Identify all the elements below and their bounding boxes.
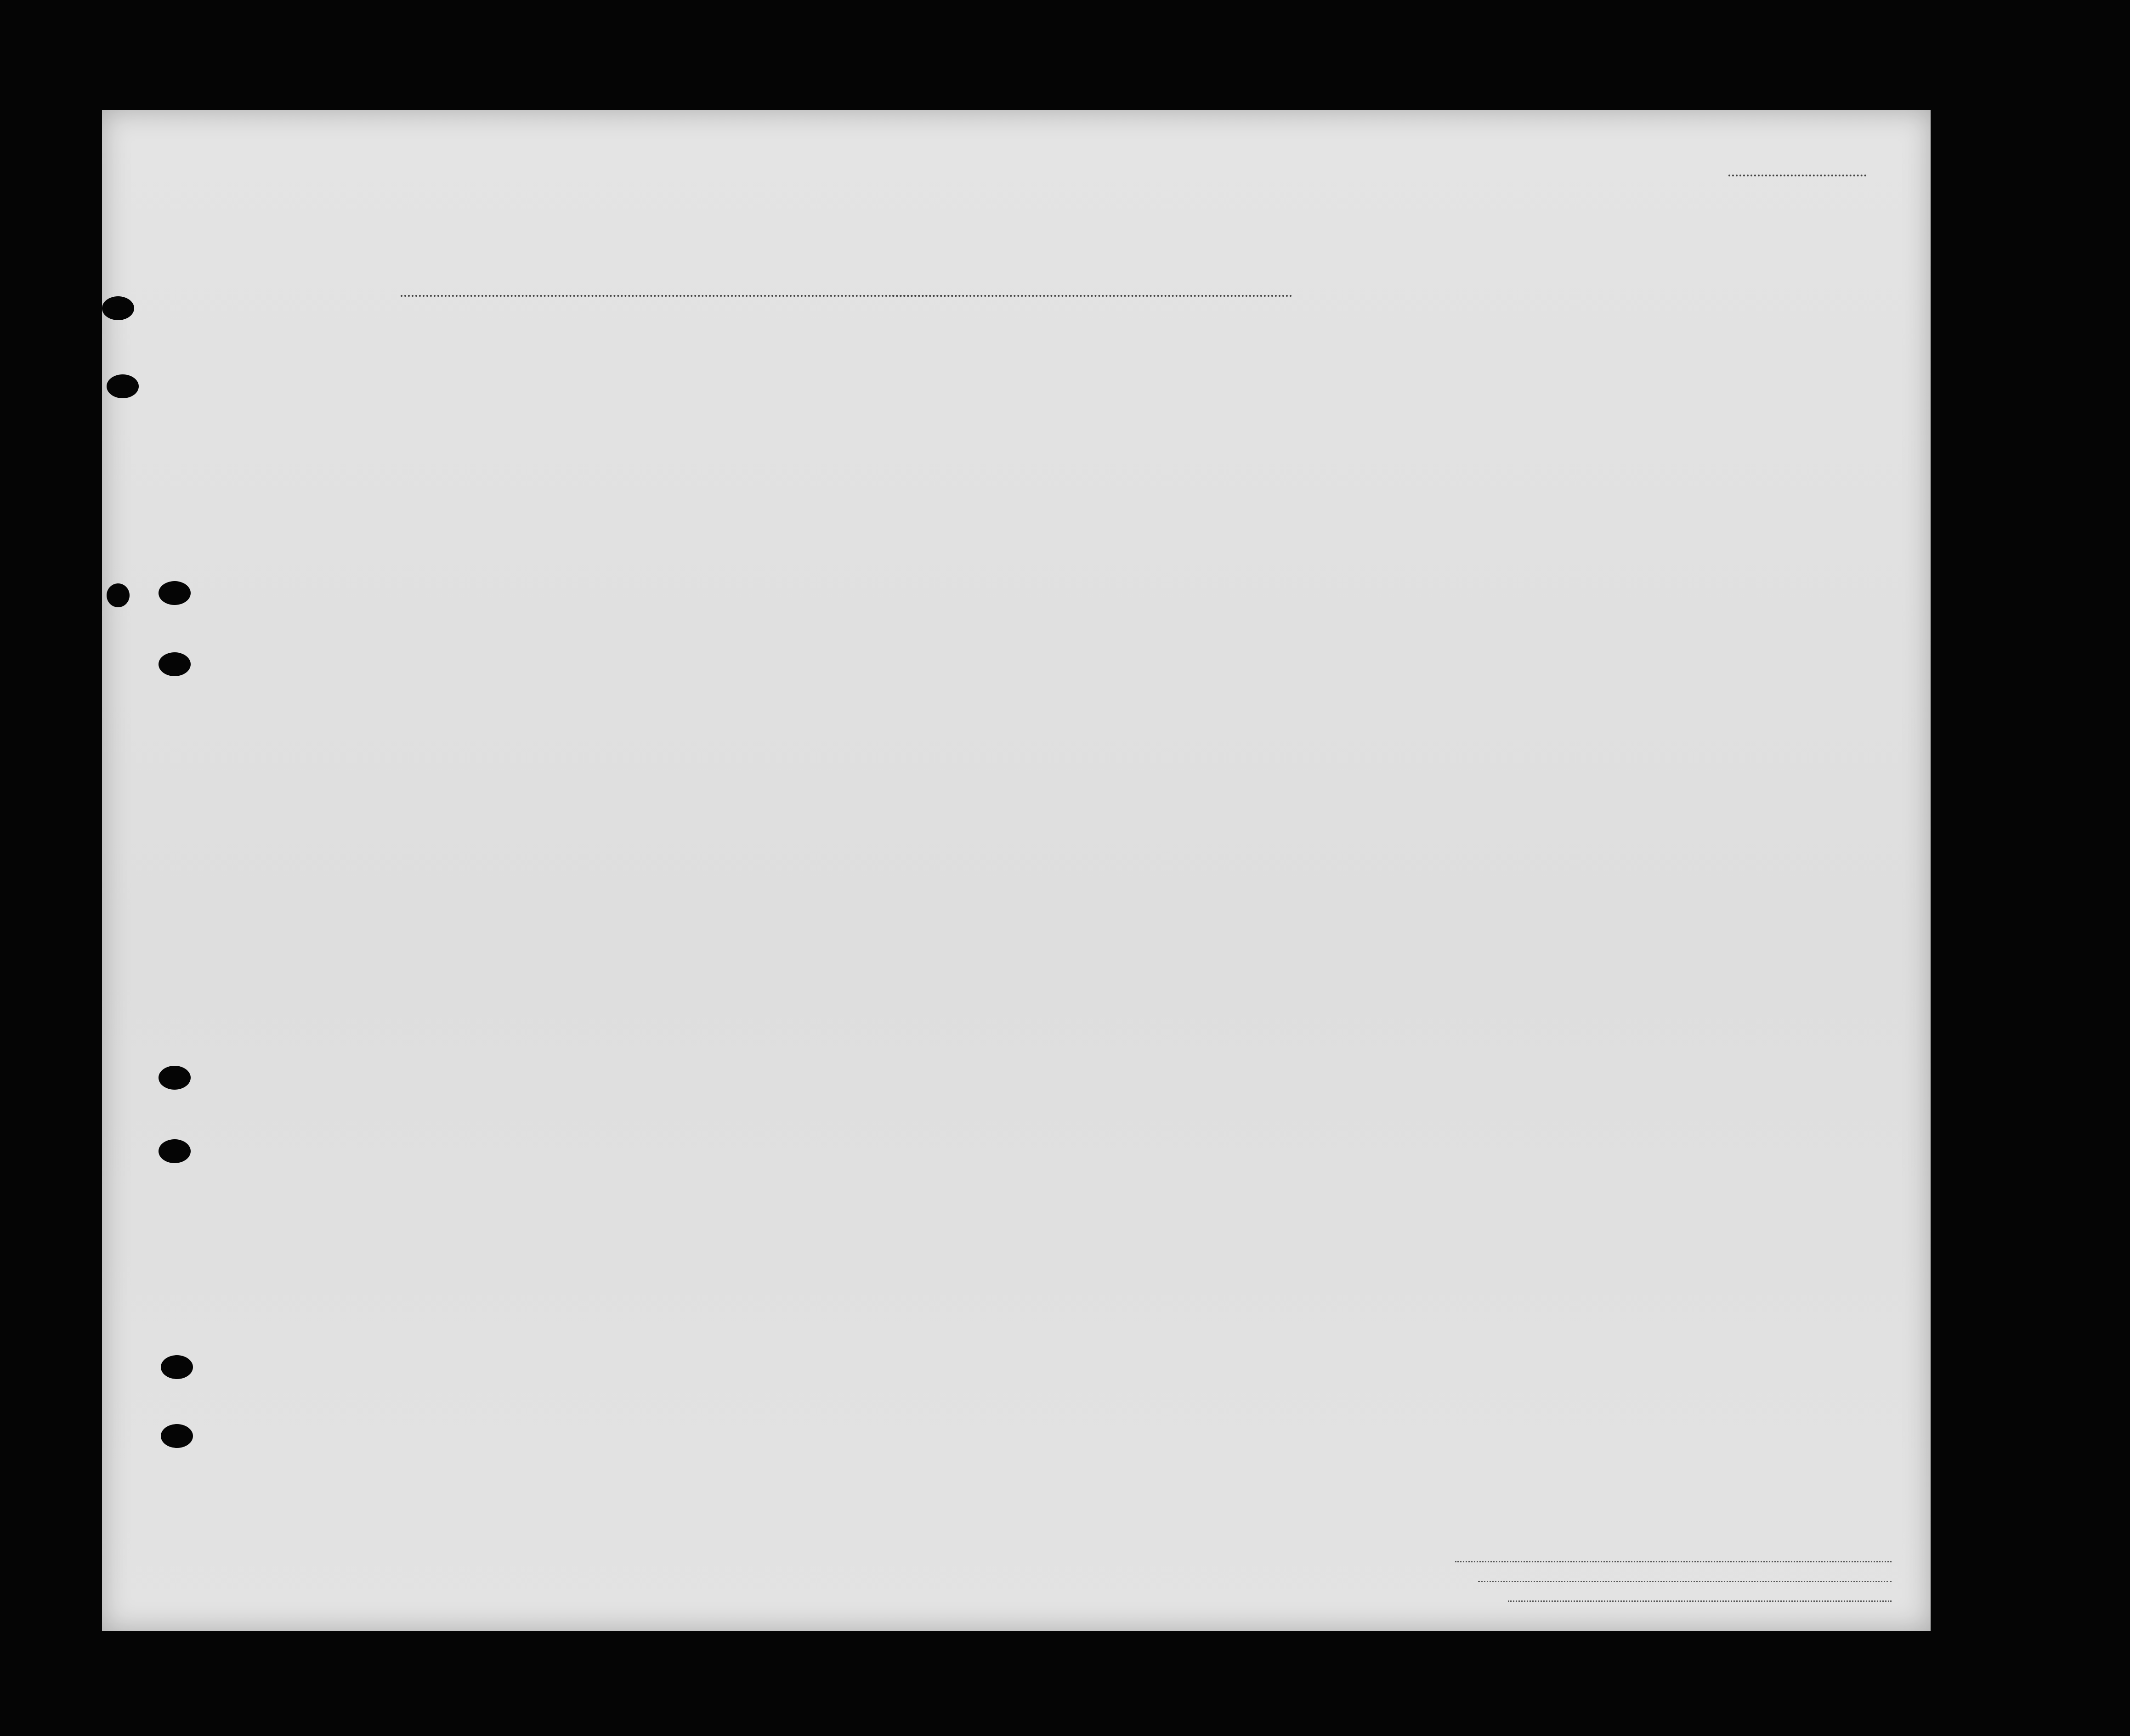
binder-hole xyxy=(107,374,139,398)
manifest-page xyxy=(102,110,1931,1631)
binder-hole xyxy=(161,1424,193,1448)
local-agents-field xyxy=(1508,1600,1892,1602)
list-number-line xyxy=(1728,175,1866,176)
binder-hole xyxy=(159,581,191,605)
owners-field xyxy=(1478,1581,1892,1582)
binder-hole xyxy=(159,652,191,676)
manifest-grid xyxy=(102,308,1931,1640)
binder-hole xyxy=(159,1139,191,1163)
port-line xyxy=(401,295,961,297)
binder-hole xyxy=(102,296,134,320)
binder-hole xyxy=(161,1355,193,1379)
line-field xyxy=(1455,1561,1892,1562)
binder-hole xyxy=(107,583,130,607)
binder-hole xyxy=(159,1066,191,1090)
date-line xyxy=(892,295,1292,297)
